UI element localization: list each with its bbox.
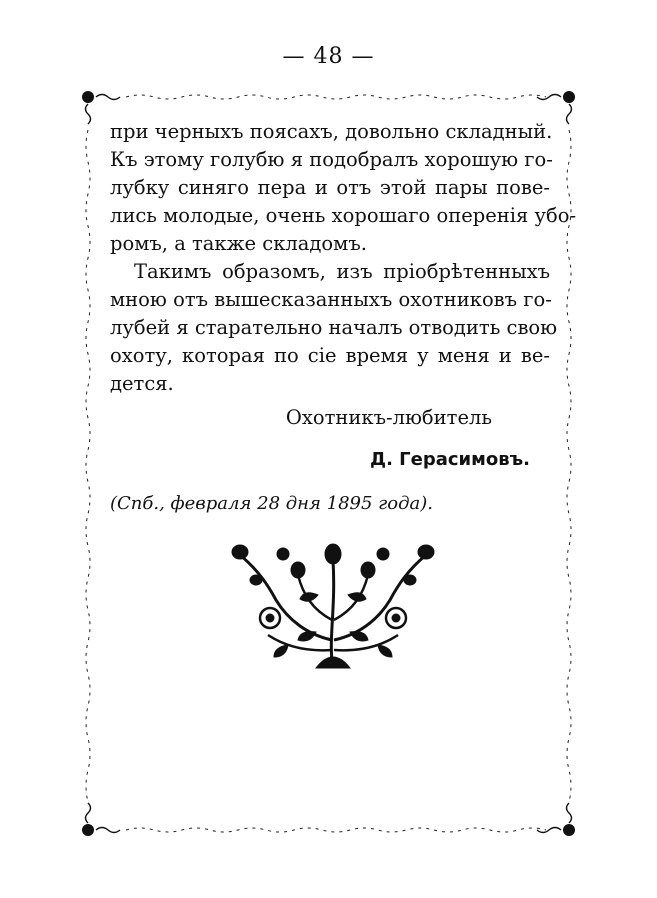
corner-ornament-icon: [563, 824, 575, 836]
signature-name: Д. Герасимовъ.: [370, 449, 530, 470]
corner-ornament-icon: [563, 91, 575, 103]
text-line: охоту, которая по сіе время у меня и ве-: [110, 344, 550, 367]
page-number: — 48 —: [282, 44, 375, 69]
text-line: при черныхъ поясахъ, довольно складный.: [110, 120, 553, 143]
corner-ornament-icon: [82, 824, 94, 836]
text-line: ромъ, а также складомъ.: [110, 232, 367, 255]
text-line: Къ этому голубю я подобралъ хорошую го-: [110, 148, 553, 171]
floral-ornament-icon: [228, 540, 438, 670]
text-line: мною отъ вышесказанныхъ охотниковъ го-: [110, 288, 552, 311]
text-line: лись молодые, очень хорошаго оперенія убо-: [110, 204, 577, 227]
signature-role: Охотникъ-любитель: [285, 406, 492, 429]
text-line: Такимъ образомъ, изъ пріобрѣтенныхъ: [134, 260, 550, 283]
corner-ornament-icon: [82, 91, 94, 103]
article-text: [110, 118, 577, 518]
text-line: лубей я старательно началъ отводить свою: [110, 316, 558, 339]
dateline: (Спб., февраля 28 дня 1895 года).: [110, 493, 433, 514]
text-line: дется.: [110, 372, 174, 395]
text-line: лубку синяго пера и отъ этой пары пове-: [110, 176, 550, 199]
